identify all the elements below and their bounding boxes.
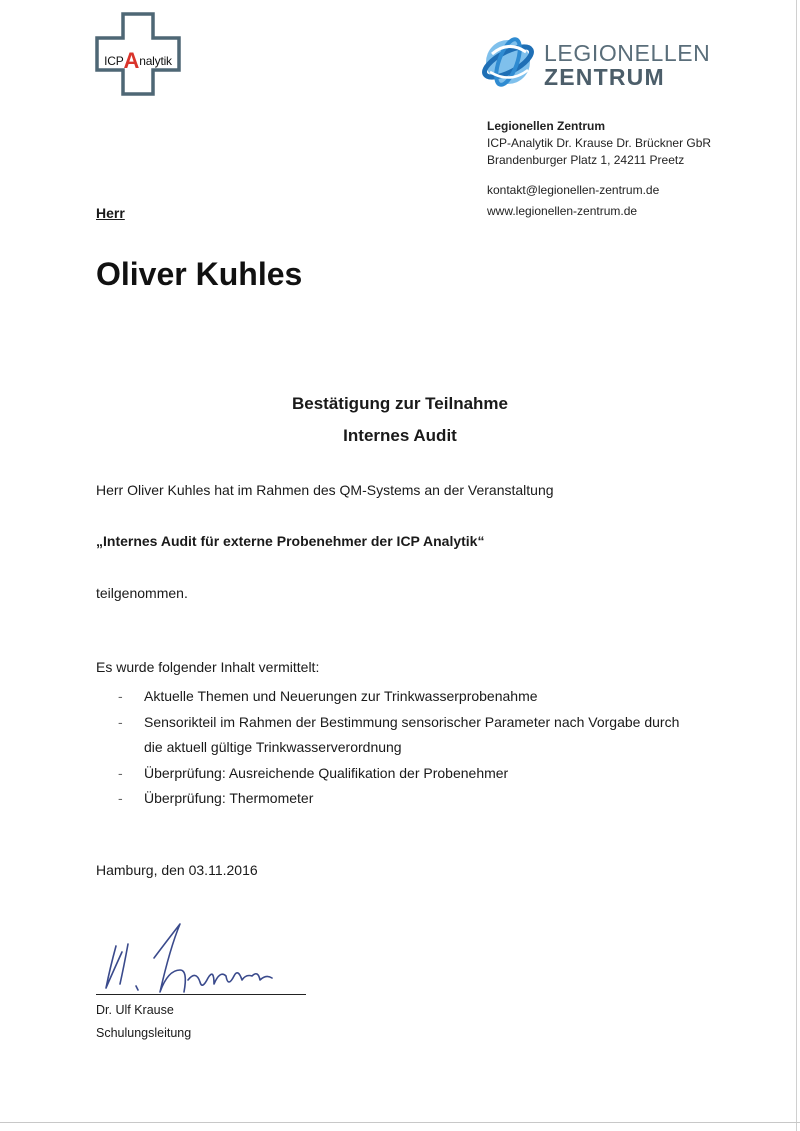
sender-email: kontakt@legionellen-zentrum.de bbox=[487, 183, 660, 197]
participated-text: teilgenommen. bbox=[96, 585, 188, 601]
bullet-dash: - bbox=[118, 764, 123, 781]
topics-list bbox=[118, 684, 684, 812]
certificate-subtitle: Internes Audit bbox=[343, 426, 457, 445]
globe-icon bbox=[480, 32, 540, 92]
salutation: Herr bbox=[96, 205, 125, 221]
list-item: - Überprüfung: Thermometer bbox=[118, 786, 684, 812]
list-item: - Aktuelle Themen und Neuerungen zur Trinkwasserprobenahme bbox=[118, 684, 684, 710]
bullet-dash: - bbox=[118, 713, 123, 730]
legionellen-zentrum-logo bbox=[480, 32, 711, 96]
sender-company: ICP-Analytik Dr. Krause Dr. Brückner GbR bbox=[487, 136, 712, 150]
content-intro: Es wurde folgender Inhalt vermittelt: bbox=[96, 659, 320, 675]
sender-website: www.legionellen-zentrum.de bbox=[487, 204, 638, 218]
logo-text-legionellen: LEGIONELLEN bbox=[544, 40, 711, 66]
recipient-name: Oliver Kuhles bbox=[96, 256, 303, 292]
intro-paragraph: Herr Oliver Kuhles hat im Rahmen des QM-Systems an der Veranstaltung bbox=[96, 482, 554, 498]
icp-analytik-logo bbox=[95, 12, 181, 96]
page-edge bbox=[796, 0, 797, 1131]
sender-address bbox=[487, 118, 711, 169]
place-and-date: Hamburg, den 03.11.2016 bbox=[96, 862, 258, 878]
signer-name: Dr. Ulf Krause bbox=[96, 1003, 174, 1017]
signer-role: Schulungsleitung bbox=[96, 1026, 192, 1040]
bullet-dash: - bbox=[118, 688, 123, 704]
list-item: - Überprüfung: Ausreichende Qualifikation der Probenehmer bbox=[118, 761, 684, 787]
signature-line bbox=[96, 994, 306, 995]
list-item: - Sensorikteil im Rahmen der Bestimmung sensorischer Parameter nach Vorgabe durch die aktuell gültige Trinkwasserverordnung bbox=[118, 710, 684, 761]
bullet-dash: - bbox=[118, 790, 123, 806]
logo-text-zentrum: ZENTRUM bbox=[544, 64, 665, 90]
sender-name: Legionellen Zentrum bbox=[487, 119, 606, 133]
sender-street: Brandenburger Platz 1, 24211 Preetz bbox=[487, 153, 685, 167]
sender-contact bbox=[487, 180, 659, 222]
event-name: „Internes Audit für externe Probenehmer der ICP Analytik“ bbox=[96, 533, 485, 549]
handwritten-signature bbox=[96, 918, 306, 998]
icp-logo-wordmark: ICPAnalytik bbox=[104, 48, 172, 73]
page-edge bbox=[0, 1122, 800, 1123]
certificate-title: Bestätigung zur Teilnahme bbox=[292, 394, 508, 413]
